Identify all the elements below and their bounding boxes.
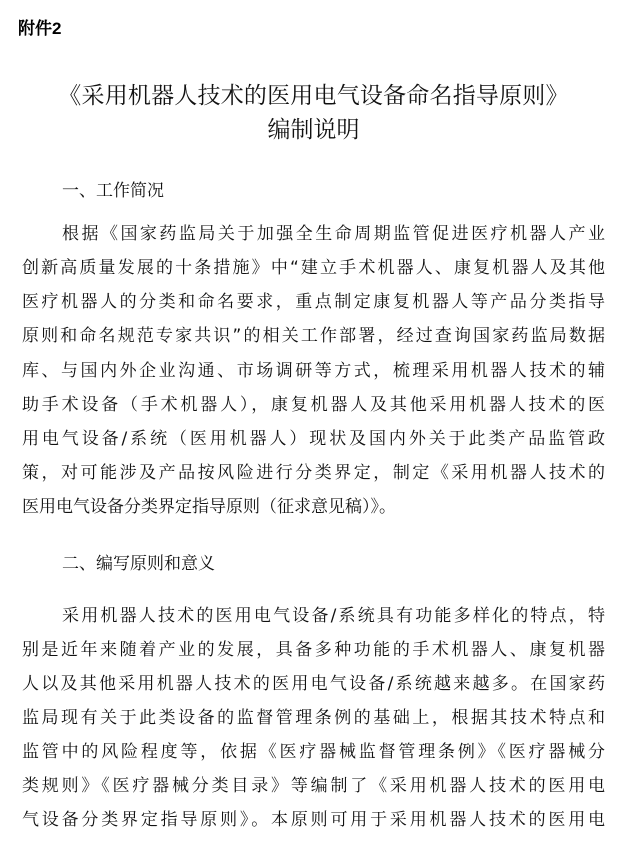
paragraph-line: 医用电气设备分类界定指导原则（征求意见稿）》。 (22, 497, 396, 517)
paragraph-line: 类规则》《医疗器械分类目录》等编制了《采用机器人技术的医用电 (22, 776, 605, 796)
paragraph-line: 人以及其他采用机器人技术的医用电气设备/系统越来越多。在国家药 (22, 674, 605, 694)
document-title: 《采用机器人技术的医用电气设备命名指导原则》 (58, 83, 569, 109)
paragraph-line: 根据《国家药监局关于加强全生命周期监管促进医疗机器人产业 (62, 224, 605, 244)
paragraph-line: 监管中的风险程度等，依据《医疗器械监督管理条例》《医疗器械分 (22, 742, 605, 762)
paragraph-line: 创新高质量发展的十条措施》中“建立手术机器人、康复机器人及其他 (22, 258, 605, 278)
section-heading-work-overview: 一、工作简况 (62, 181, 164, 201)
paragraph-line: 库、与国内外企业沟通、市场调研等方式，梳理采用机器人技术的辅 (22, 361, 605, 381)
attachment-label: 附件2 (18, 19, 62, 38)
paragraph-line: 采用机器人技术的医用电气设备/系统具有功能多样化的特点，特 (62, 606, 605, 626)
paragraph-line: 助手术设备（手术机器人），康复机器人及其他采用机器人技术的医 (22, 395, 605, 415)
section-heading-principles: 二、编写原则和意义 (62, 554, 215, 574)
paragraph-line: 原则和命名规范专家共识”的相关工作部署，经过查询国家药监局数据 (22, 326, 605, 346)
document-subtitle: 编制说明 (267, 117, 360, 143)
paragraph-line: 别是近年来随着产业的发展，具备多种功能的手术机器人、康复机器 (22, 640, 605, 660)
paragraph-line: 气设备分类界定指导原则》。本原则可用于采用机器人技术的医用电 (22, 810, 605, 830)
paragraph-line: 策，对可能涉及产品按风险进行分类界定，制定《采用机器人技术的 (22, 463, 605, 483)
paragraph-line: 监局现有关于此类设备的监督管理条例的基础上，根据其技术特点和 (22, 708, 605, 728)
paragraph-line: 用电气设备/系统（医用机器人）现状及国内外关于此类产品监管政 (22, 429, 605, 449)
paragraph-line: 医疗机器人的分类和命名要求，重点制定康复机器人等产品分类指导 (22, 292, 605, 312)
